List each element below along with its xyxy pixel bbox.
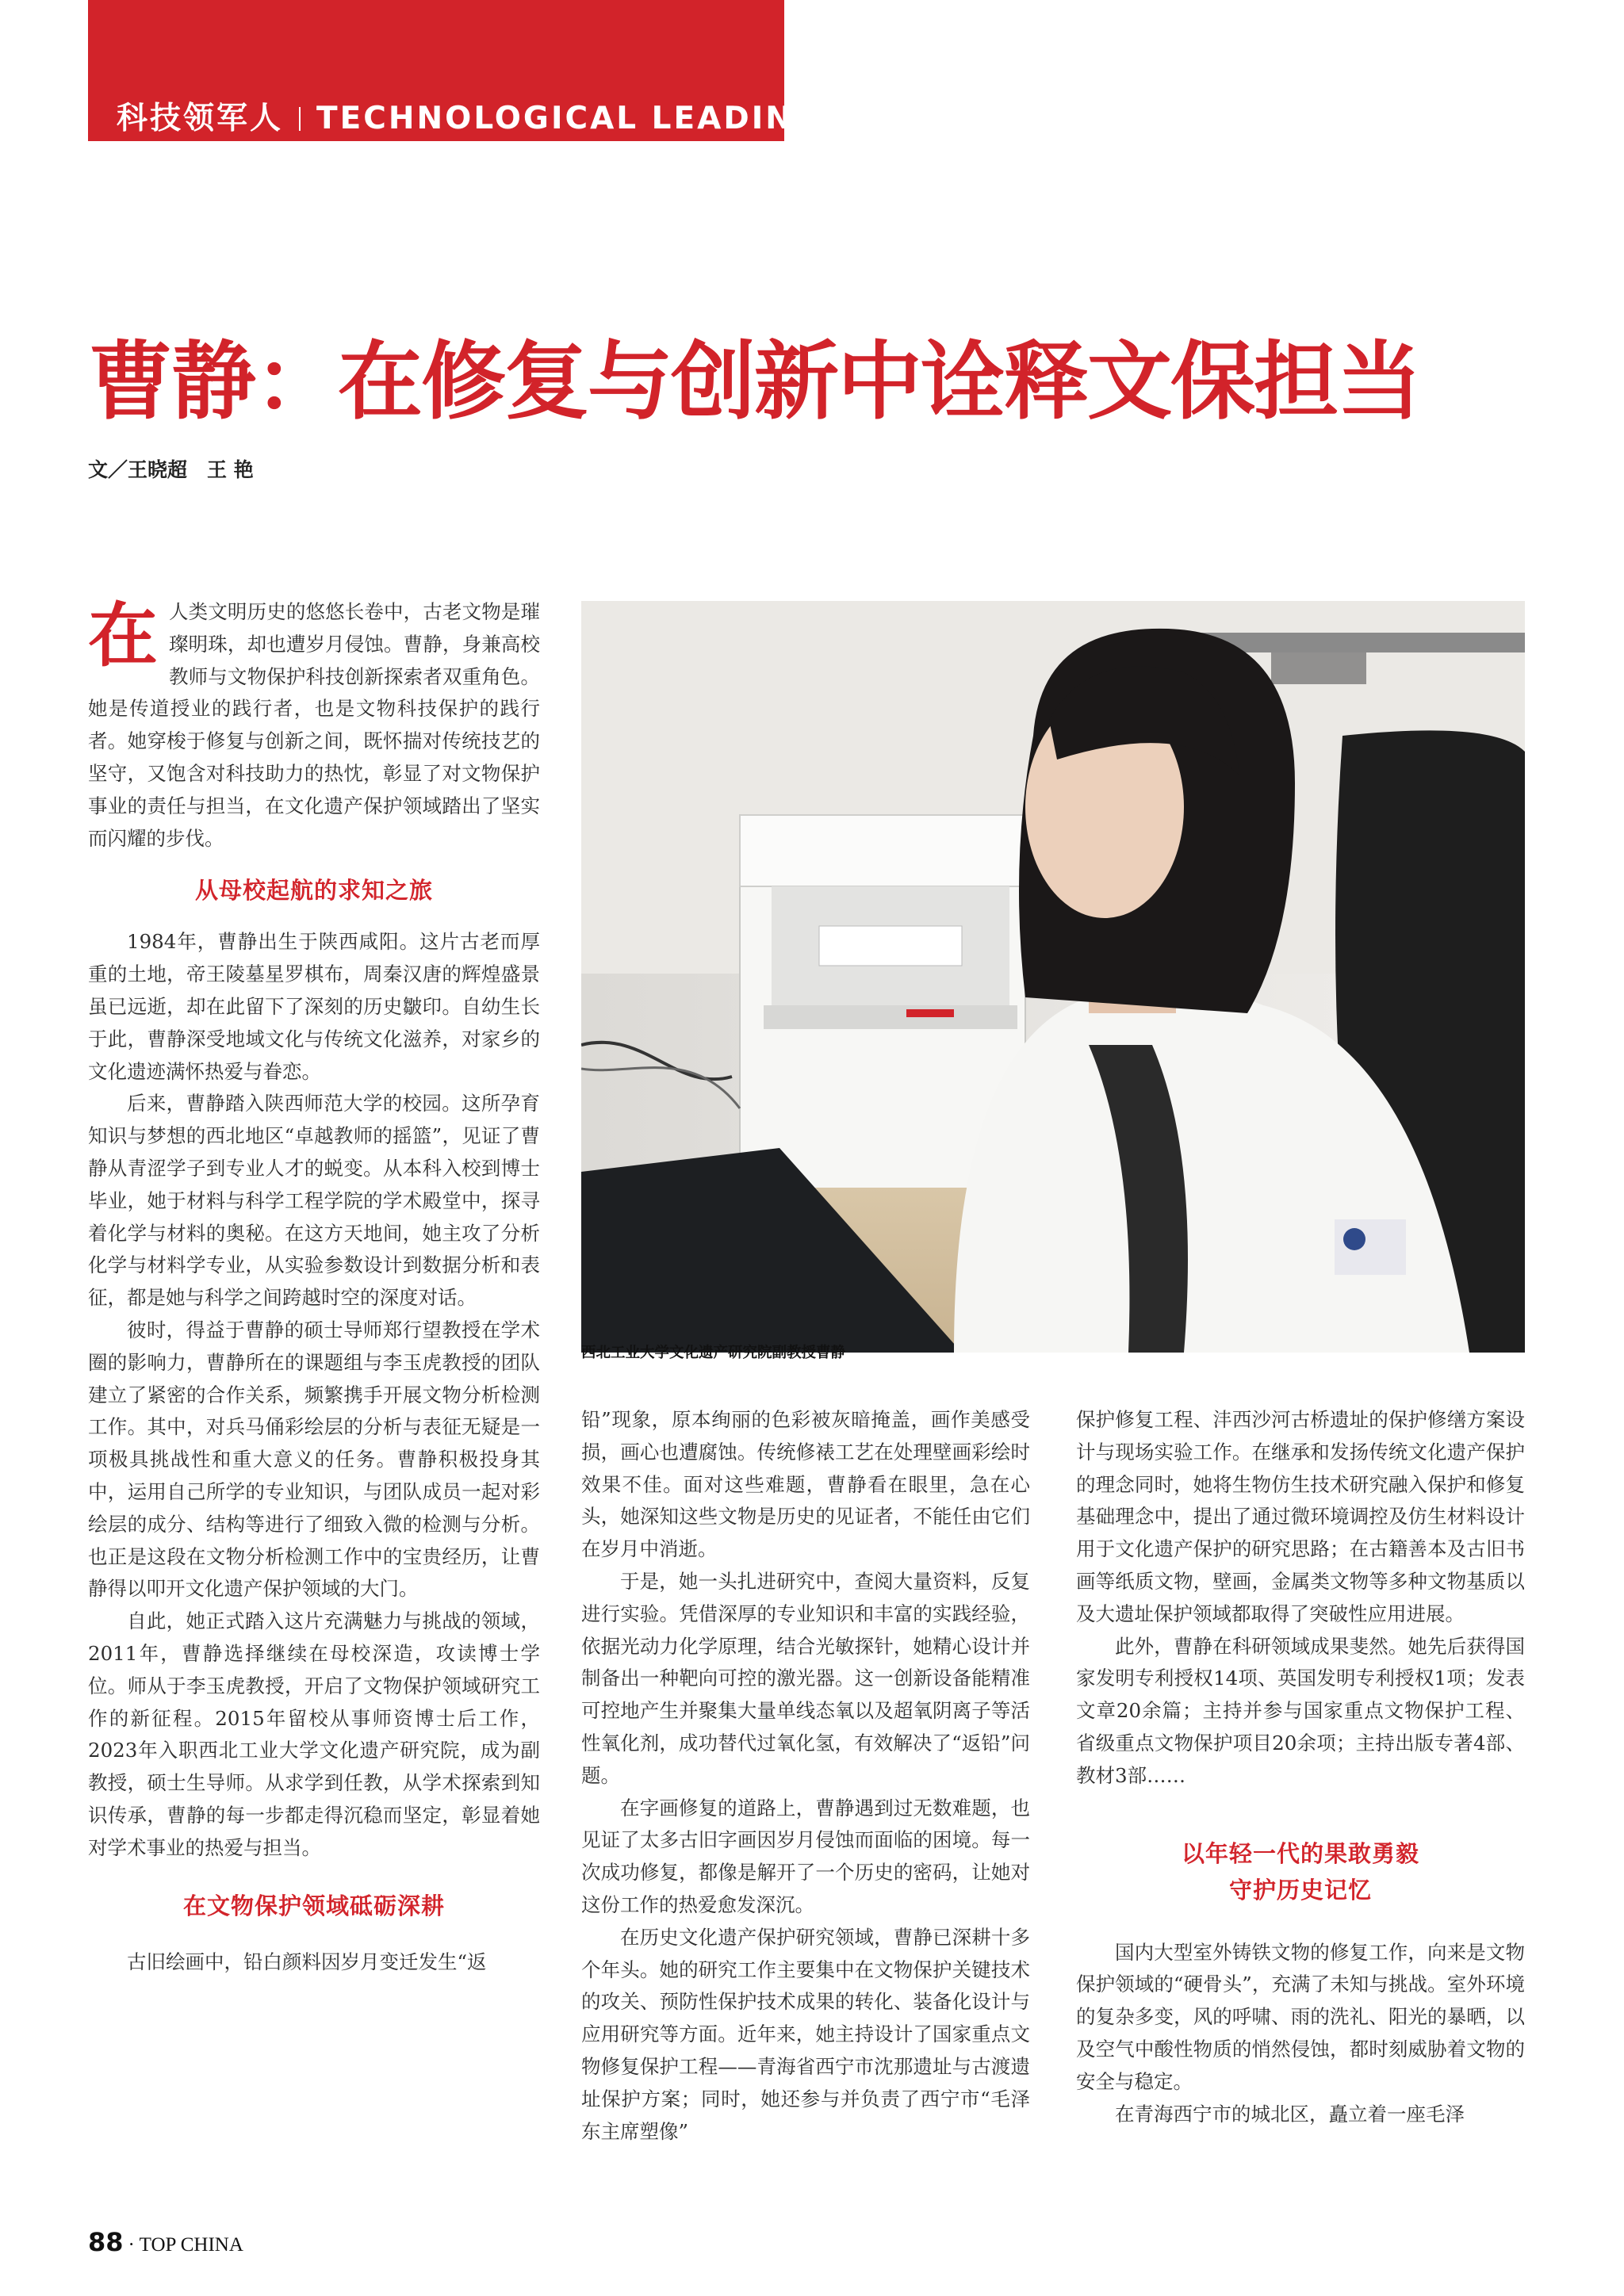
section-label-cn: 科技领军人 — [117, 101, 284, 136]
body-paragraph: 1984年，曹静出生于陕西咸阳。这片古老而厚重的土地，帝王陵墓星罗棋布，周秦汉唐的辉煌盛景虽已远逝，却在此留下了深刻的历史皺印。自幼生长于此，曹静深受地域文化与传统文化滋养，对家乡的文化遗迹满怀热爱与眷恋。 — [88, 930, 540, 1083]
section-label — [117, 94, 979, 138]
body-paragraph: 彼时，得益于曹静的硕士导师郑行望教授在学术圈的影响力，曹静所在的课题组与李玉虎教授的团队建立了紧密的合作关系，频繁携手开展文物分析检测工作。其中，对兵马俑彩绘层的分析与表征无疑是一项极具挑战性和重大意义的任务。曹静积极投身其中，运用自己所学的专业知识，与团队成员一起对彩绘层的成分、结构等进行了细致入微的检测与分析。也正是这段在文物分析检测工作中的宝贵经历，让曹静得以叩开文化遗产保护领域的大门。 — [88, 1318, 540, 1601]
column-2 — [581, 1404, 1030, 2148]
column-1 — [88, 596, 540, 1979]
section-heading-3 — [1076, 1835, 1525, 1908]
intro-paragraph — [88, 596, 540, 855]
body-paragraph: 国内大型室外铸铁文物的修复工作，向来是文物保护领域的“硬骨头”，充满了未知与挑战。室外环境的复杂多变，风的呼啸、雨的洗礼、阳光的暴晒，以及空气中酸性物质的悄然侵蚀，都时刻威胁着文物的安全与稳定。 — [1076, 1940, 1525, 2093]
page-footer — [88, 2227, 243, 2257]
body-paragraph: 古旧绘画中，铅白颜料因岁月变迁发生“返 — [127, 1950, 487, 1974]
section-heading-2: 在文物保护领域砥砺深耕 — [182, 1892, 445, 1920]
portrait-photo-illustration — [581, 601, 1525, 1353]
section-heading-3-line1: 以年轻一代的果敢勇毅 — [1181, 1839, 1419, 1867]
body-paragraph: 在历史文化遗产保护研究领域，曹静已深耕十多个年头。她的研究工作主要集中在文物保护关键技术的攻关、预防性保护技术成果的转化、装备化设计与应用研究等方面。近年来，她主持设计了国家重点文物修复保护工程——青海省西宁市沈那遗址与古渡遗址保护方案；同时，她还参与并负责了西宁市“毛泽东主席塑像” — [581, 1925, 1030, 2143]
portrait-photo — [581, 601, 1525, 1353]
body-paragraph: 铅”现象，原本绚丽的色彩被灰暗掩盖，画作美感受损，画心也遭腐蚀。传统修裱工艺在处理壁画彩绘时效果不佳。面对这些难题，曹静看在眼里，急在心头，她深知这些文物是历史的见证者，不能任由它们在岁月中消逝。 — [581, 1408, 1030, 1561]
body-paragraph: 自此，她正式踏入这片充满魅力与挑战的领域，2011年，曹静选择继续在母校深造，攻读博士学位。师从于李玉虎教授，开启了文物保护领域研究工作的新征程。2015年留校从事师资博士后工作，2023年入职西北工业大学文化遗产研究院，成为副教授，硕士生导师。从求学到任教，从学术探索到知识传承，曹静的每一步都走得沉稳而坚定，彰显着她对学术事业的热爱与担当。 — [88, 1609, 540, 1859]
body-paragraph: 在青海西宁市的城北区，矗立着一座毛泽 — [1115, 2102, 1465, 2126]
body-paragraph: 后来，曹静踏入陕西师范大学的校园。这所孕育知识与梦想的西北地区“卓越教师的摇篮”，见证了曹静从青涩学子到专业人才的蜕变。从本科入校到博士毕业，她于材料与科学工程学院的学术殿堂中，探寻着化学与材料的奥秘。在这方天地间，她主攻了分析化学与材料学专业，从实验参数设计到数据分析和表征，都是她与科学之间跨越时空的深度对话。 — [88, 1092, 540, 1310]
byline: 文／王晓超 王 艳 — [88, 458, 254, 481]
body-paragraph: 在字画修复的道路上，曹静遇到过无数难题，也见证了太多古旧字画因岁月侵蚀而面临的困境。每一次成功修复，都像是解开了一个历史的密码，让她对这份工作的热爱愈发深沉。 — [581, 1796, 1030, 1916]
magazine-name: · TOP CHINA — [128, 2234, 243, 2256]
body-paragraph: 保护修复工程、沣西沙河古桥遗址的保护修缮方案设计与现场实验工作。在继承和发扬传统文化遗产保护的理念同时，她将生物仿生技术研究融入保护和修复基础理念中，提出了通过微环境调控及仿生材料设计用于文化遗产保护的研究思路；在古籍善本及古旧书画等纸质文物，壁画，金属类文物等多种文物基质以及大遗址保护领域都取得了突破性应用进展。 — [1076, 1408, 1525, 1625]
body-paragraph: 于是，她一头扎进研究中，查阅大量资料，反复进行实验。凭借深厚的专业知识和丰富的实践经验，依据光动力化学原理，结合光敏探针，她精心设计并制备出一种靶向可控的激光器。这一创新设备能精准可控地产生并聚集大量单线态氧以及超氧阴离子等活性氧化剂，成功替代过氧化氢，有效解决了“返铅”问题。 — [581, 1569, 1030, 1787]
page-number: 88 — [88, 2227, 124, 2257]
section-label-en: TECHNOLOGICAL LEADING TALENT — [316, 101, 979, 136]
drop-cap: 在 — [88, 595, 159, 676]
photo-caption: 西北工业大学文化遗产研究院副教授曹静 — [581, 1345, 846, 1361]
section-heading-1: 从母校起航的求知之旅 — [194, 877, 433, 905]
intro-text: 人类文明历史的悠悠长卷中，古老文物是璀璨明珠，却也遭岁月侵蚀。曹静，身兼高校教师与文物保护科技创新探索者双重角色。她是传道授业的践行者，也是文物科技保护的践行者。她穿梭于修复与创新之间，既怀揣对传统技艺的坚守，又饱含对科技助力的热忱，彰显了对文物保护事业的责任与担当，在文化遗产保护领域踏出了坚实而闪耀的步伐。 — [88, 600, 540, 850]
section-header — [88, 0, 979, 141]
section-divider — [299, 107, 301, 131]
body-paragraph: 此外，曹静在科研领域成果斐然。她先后获得国家发明专利授权14项、英国发明专利授权1项；发表文章20余篇；主持并参与国家重点文物保护工程、省级重点文物保护项目20余项；主持出版专著4部、教材3部…… — [1076, 1634, 1525, 1787]
article-title: 曹静：在修复与创新中诠释文保担当 — [88, 333, 1421, 431]
section-heading-3-line2: 守护历史记忆 — [1228, 1876, 1372, 1904]
column-3 — [1076, 1404, 1525, 2130]
